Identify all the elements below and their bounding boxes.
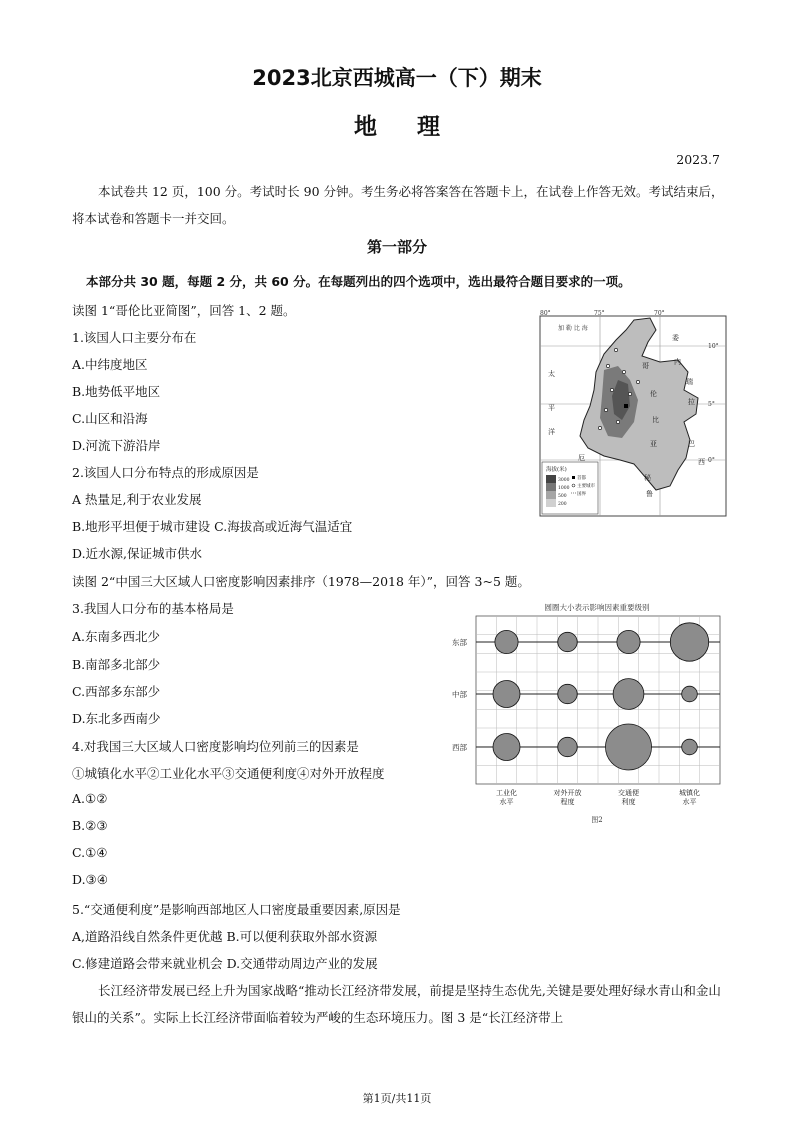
lon-label-70: 70°: [654, 310, 665, 317]
lon-label-75: 75°: [594, 310, 605, 317]
question-2-option-b: B.地形平坦便于城市建设 C.海拔高或近海气温适宜: [72, 519, 353, 534]
bubble-point: [493, 734, 520, 761]
bubble-point: [558, 737, 577, 756]
subject-title: 地理: [354, 114, 480, 140]
map-label-wei: 委: [672, 334, 679, 342]
page-footer: 第1页/共11页: [362, 1092, 432, 1105]
legend-city: 主要城市: [577, 484, 595, 489]
bubble-point: [682, 739, 698, 755]
bubble-point: [495, 630, 518, 653]
intro-paragraph: 本试卷共 12 页，100 分。考试时长 90 分钟。考生务必将答案答在答题卡上，在试卷上作答无效。考试结束后，将本试卷和答题卡一并交回。: [72, 184, 724, 226]
bubble-point: [558, 684, 577, 703]
row-labels: [452, 637, 467, 752]
question-1-option-d: D.河流下游沿岸: [72, 438, 161, 453]
map-label-yang: 洋: [548, 428, 555, 436]
question-3-option-d: D.东北多西南少: [72, 711, 161, 726]
map-label-e: 厄: [578, 454, 585, 462]
question-3-stem: 3.我国人口分布的基本格局是: [72, 601, 234, 616]
question-4-stem: 4.对我国三大区域人口密度影响均位列前三的因素是: [72, 739, 359, 754]
map-label-xi: 西: [698, 458, 705, 466]
question-1-option-b: B.地势低平地区: [72, 384, 161, 399]
exam-title: 2023北京西城高一（下）期末: [252, 66, 542, 90]
question-5-option-ab: A,道路沿线自然条件更优越 B.可以便利获取外部水资源: [72, 929, 378, 944]
bubble-point: [670, 623, 708, 661]
chart-title: 圆圈大小表示影响因素重要级别: [544, 603, 650, 612]
read-figure2-instruction: 读图 2“中国三大区域人口密度影响因素排序（1978—2018 年）”，回答 3~5 题。: [72, 574, 530, 589]
question-1-stem: 1.该国人口主要分布在: [72, 330, 197, 345]
map-label-nei: 内: [674, 358, 681, 366]
question-3-option-b: B.南部多北部少: [72, 657, 161, 672]
exam-date: 2023.7: [676, 152, 720, 167]
map-label-bi2: 比: [652, 416, 659, 424]
bubble-point: [682, 686, 698, 702]
row-label: 中部: [452, 690, 467, 699]
legend-border: 国界: [577, 492, 586, 497]
section-instruction: 本部分共 30 题，每题 2 分，共 60 分。在每题列出的四个选项中，选出最符合题目要求的一项。: [86, 274, 631, 289]
column-label: 城镇化水平: [679, 789, 700, 806]
bubble-chart-figure: [450, 598, 730, 826]
map-label-ping: 平: [548, 404, 555, 412]
question-2-option-a: A 热量足,利于农业发展: [72, 492, 202, 507]
map-label-lun: 伦: [650, 390, 657, 398]
capital-marker: [624, 404, 628, 408]
map-label-ya: 亚: [650, 440, 657, 448]
question-4-option-a: A.①②: [72, 791, 108, 806]
colombia-map-figure: [538, 310, 728, 518]
row-label: 东部: [452, 638, 467, 647]
question-3-option-a: A.东南多西北少: [72, 629, 161, 644]
section-title: 第一部分: [366, 238, 427, 256]
map-label-caribbean: 加 勒 比 海: [558, 325, 588, 332]
legend-elev-3000: 3000: [558, 478, 570, 483]
bubble-point: [617, 630, 640, 653]
legend-elev-200: 200: [558, 502, 567, 507]
question-4-option-c: C.①④: [72, 845, 108, 860]
map-label-rui: 瑞: [686, 378, 693, 386]
map-label-la: 拉: [688, 398, 695, 406]
map-label-lu: 鲁: [646, 490, 653, 498]
column-labels: [496, 788, 700, 806]
question-3-option-c: C.西部多东部少: [72, 684, 161, 699]
map-label-bi: 秘: [644, 474, 651, 482]
question-1-option-c: C.山区和沿海: [72, 411, 148, 426]
map-label-ge: 哥: [642, 362, 649, 370]
question-1-option-a: A.中纬度地区: [72, 357, 148, 372]
question-4-option-b: B.②③: [72, 818, 108, 833]
legend-title: 海拔(米): [546, 467, 567, 473]
column-label: 交通便利度: [618, 789, 639, 806]
bubble-point: [606, 724, 652, 770]
question-5-option-cd: C.修建道路会带来就业机会 D.交通带动周边产业的发展: [72, 956, 378, 971]
legend-capital: 首都: [577, 476, 586, 481]
bubble-point: [493, 681, 520, 708]
chart-caption: 图2: [591, 816, 603, 824]
map-label-tai: 太: [548, 370, 555, 378]
read-figure1-instruction: 读图 1“哥伦比亚简图”，回答 1、2 题。: [72, 303, 296, 318]
legend-elev-1000: 1000: [558, 486, 570, 491]
lat-label-5: 5°: [708, 401, 715, 408]
lon-label-80: 80°: [540, 310, 551, 317]
lat-label-10: 10°: [708, 343, 719, 350]
legend-elev-500: 500: [558, 494, 567, 499]
question-5-stem: 5.“交通便利度”是影响西部地区人口密度最重要因素,原因是: [72, 902, 401, 917]
column-label: 工业化水平: [496, 789, 517, 806]
bubble-point: [558, 632, 577, 651]
question-4-factors: ①城镇化水平②工业化水平③交通便利度④对外开放程度: [72, 766, 385, 781]
question-2-option-d: D.近水源,保证城市供水: [72, 546, 203, 561]
question-2-stem: 2.该国人口分布特点的形成原因是: [72, 465, 259, 480]
map-legend: [542, 462, 598, 514]
question-4-option-d: D.③④: [72, 872, 108, 887]
bubble-point: [613, 679, 644, 710]
passage-paragraph: 长江经济带发展已经上升为国家战略“推动长江经济带发展，前提是坚持生态优先,关键是要处理好绿水青山和金山银山的关系”。实际上长江经济带面临着较为严峻的生态环境压力。图 3 是“长江经济带上: [72, 983, 721, 1025]
map-label-ba: 巴: [688, 440, 695, 448]
lat-label-0: 0°: [708, 457, 715, 464]
column-label: 对外开放程度: [553, 789, 582, 806]
row-label: 西部: [452, 743, 467, 752]
